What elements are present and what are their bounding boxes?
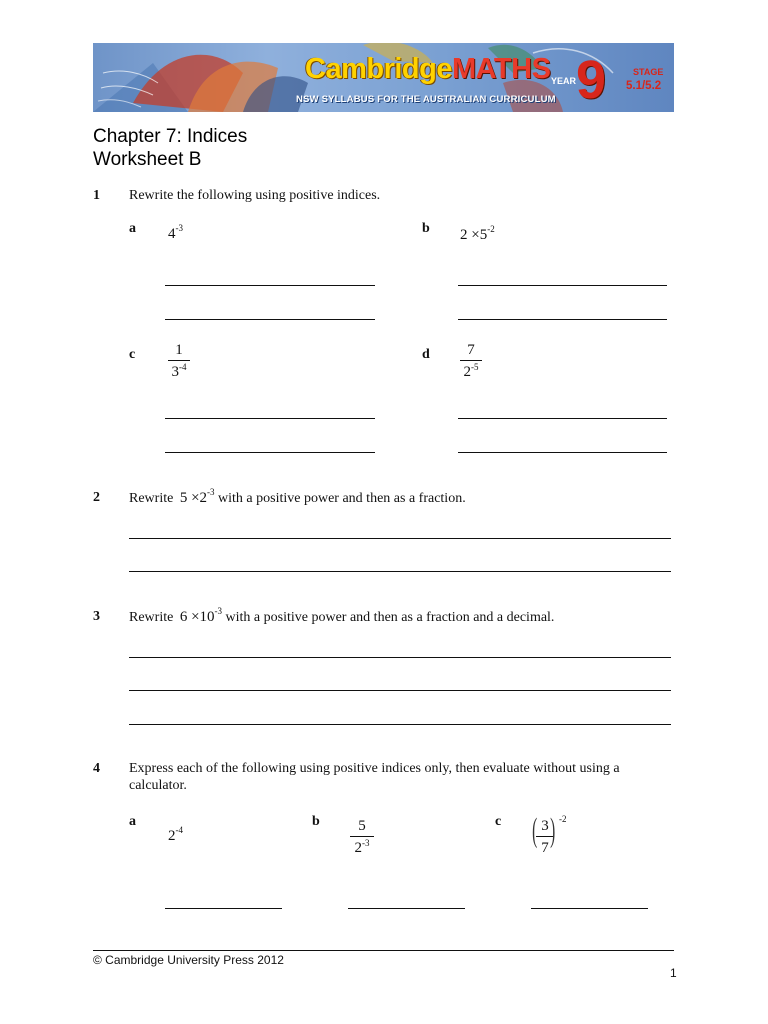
q4-text-line-2: calculator.: [129, 778, 187, 793]
footer-divider: [93, 950, 674, 951]
q1-text: Rewrite the following using positive indices.: [129, 188, 381, 203]
q4c-left-paren: (: [532, 812, 538, 849]
q4c-numerator: 3: [541, 818, 549, 834]
q4a-answer-line[interactable]: [165, 908, 282, 909]
q4c-label: c: [495, 814, 502, 829]
q1d-numerator: 7: [467, 342, 475, 358]
q1b-answer-line-1[interactable]: [458, 285, 667, 286]
chapter-title: Chapter 7: Indices: [93, 126, 248, 147]
brand-logo: CambridgeMATHS: [305, 53, 551, 85]
q1d-answer-line-2[interactable]: [458, 452, 667, 453]
q4b-answer-line[interactable]: [348, 908, 465, 909]
year-number: 9: [576, 50, 607, 110]
q1a-answer-line-2[interactable]: [165, 319, 375, 320]
q4b-fraction: [350, 817, 374, 858]
syllabus-caption: NSW SYLLABUS FOR THE AUSTRALIAN CURRICULUM: [296, 94, 556, 105]
q1d-fraction-bar: [460, 360, 482, 361]
q2-answer-line-1[interactable]: [129, 538, 671, 539]
q1d-answer-line-1[interactable]: [458, 418, 667, 419]
q1b-expression: $2 \times 5^{-2}$: [460, 224, 495, 243]
q4b-label: b: [312, 814, 320, 829]
q2-number: 2: [93, 490, 100, 505]
q1c-numerator: 1: [175, 342, 183, 358]
q1c-fraction: [168, 341, 190, 382]
q4b-fraction-bar: [350, 836, 374, 837]
q1a-expression: $4^{-3}$: [168, 223, 183, 242]
q2-text: Rewrite $5 \times 2^{-3}$ with a positive power and then as a fraction.: [129, 487, 466, 506]
page-number: 1: [670, 966, 677, 980]
q1d-label: d: [422, 347, 430, 362]
q3-answer-line-3[interactable]: [129, 724, 671, 725]
q3-text: Rewrite $6 \times 10^{-3}$ with a positive power and then as a fraction and a decimal.: [129, 606, 555, 625]
q4b-numerator: 5: [358, 818, 366, 834]
q1c-denominator: $3^{-4}$: [171, 362, 187, 380]
q1c-answer-line-2[interactable]: [165, 452, 375, 453]
q4c-right-paren: ): [550, 812, 556, 849]
q1b-label: b: [422, 221, 430, 236]
q1a-answer-line-1[interactable]: [165, 285, 375, 286]
q2-answer-line-2[interactable]: [129, 571, 671, 572]
q1c-fraction-bar: [168, 360, 190, 361]
q3-answer-line-1[interactable]: [129, 657, 671, 658]
q4-text-line-1: Express each of the following using positive indices only, then evaluate without using a: [129, 761, 620, 776]
q4b-denominator: $2^{-3}$: [354, 838, 370, 856]
worksheet-title: Worksheet B: [93, 149, 202, 170]
q4a-expression: $2^{-4}$: [168, 825, 183, 844]
q4c-exponent: -2: [559, 814, 567, 824]
q4a-label: a: [129, 814, 136, 829]
q1-number: 1: [93, 188, 100, 203]
q4c-denominator: 7: [541, 840, 549, 856]
q1c-answer-line-1[interactable]: [165, 418, 375, 419]
year-label: YEAR: [551, 76, 577, 86]
q1d-denominator: $2^{-5}$: [463, 362, 479, 380]
q4-number: 4: [93, 761, 100, 776]
q1d-fraction: [460, 341, 482, 382]
q3-answer-line-2[interactable]: [129, 690, 671, 691]
stage-value: 5.1/5.2: [626, 80, 662, 92]
q1c-label: c: [129, 347, 136, 362]
footer-copyright: © Cambridge University Press 2012: [93, 953, 284, 967]
q1b-answer-line-2[interactable]: [458, 319, 667, 320]
header-banner: [93, 43, 674, 112]
q3-number: 3: [93, 609, 100, 624]
q4c-answer-line[interactable]: [531, 908, 648, 909]
q4c-expression: [529, 814, 577, 856]
stage-label: STAGE: [633, 67, 664, 77]
q1a-label: a: [129, 221, 136, 236]
